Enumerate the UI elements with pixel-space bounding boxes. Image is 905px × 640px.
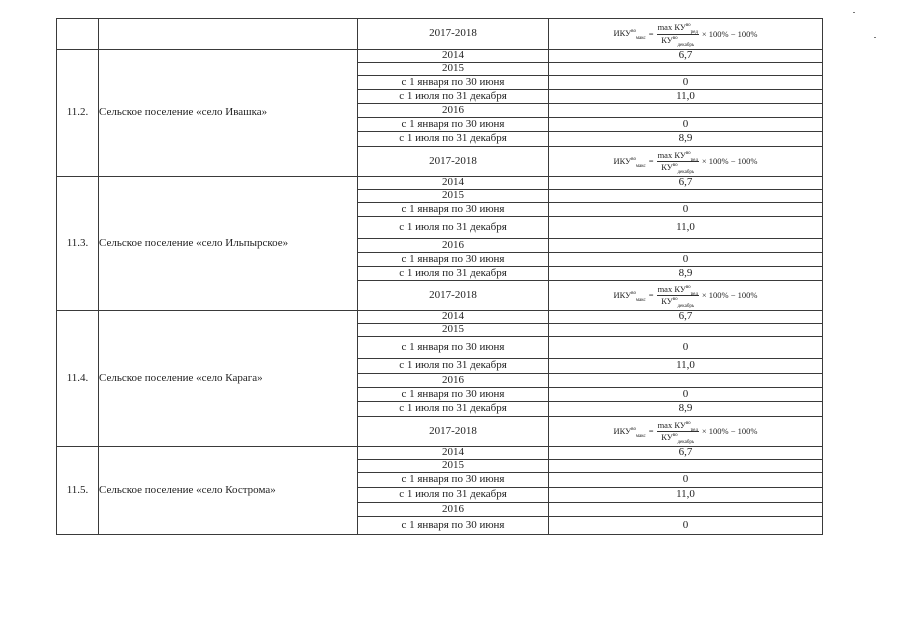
- formula-num-sub: ред: [690, 427, 698, 433]
- period-cell: с 1 января по 30 июня: [358, 203, 549, 217]
- formula-den-sup: во: [672, 433, 678, 438]
- name-cell: [99, 19, 358, 50]
- value-cell: 6,7: [549, 177, 823, 190]
- formula-denominator: [660, 296, 695, 309]
- value-cell: 0: [549, 253, 823, 267]
- formula-den-text: КУ: [661, 34, 673, 45]
- period-cell: 2015: [358, 63, 549, 76]
- period-cell: 2014: [358, 177, 549, 190]
- settlement-name: Сельское поселение «село Ивашка»: [99, 50, 358, 177]
- value-cell: [549, 503, 823, 517]
- formula-num-text: max КУ: [657, 22, 686, 33]
- formula-equals: =: [648, 28, 654, 39]
- formula-lhs: [613, 289, 646, 303]
- period-cell: 2017-2018: [358, 417, 549, 447]
- formula-num-text: max КУ: [657, 419, 686, 430]
- formula-den-sup: во: [672, 297, 678, 302]
- number-cell: [57, 19, 99, 50]
- settlement-name: Сельское поселение «село Ильпырское»: [99, 177, 358, 311]
- period-cell: с 1 января по 30 июня: [358, 76, 549, 90]
- period-cell: 2015: [358, 460, 549, 473]
- value-cell: 11,0: [549, 90, 823, 104]
- formula-num-text: max КУ: [657, 149, 686, 160]
- scan-speck: [853, 12, 855, 13]
- formula-numerator: [657, 23, 699, 34]
- value-cell: 0: [549, 118, 823, 132]
- period-cell: с 1 июля по 31 декабря: [358, 488, 549, 503]
- formula-num-sub: ред: [690, 157, 698, 163]
- formula-denominator: [660, 432, 695, 445]
- value-cell: 8,9: [549, 132, 823, 147]
- value-cell: [549, 460, 823, 473]
- formula-num-sub: ред: [690, 291, 698, 297]
- index-formula: [614, 421, 758, 443]
- formula-numerator: [657, 421, 699, 432]
- value-cell: [549, 104, 823, 118]
- section-number: 11.4.: [57, 311, 99, 447]
- formula-den-sup: во: [672, 163, 678, 168]
- period-cell: с 1 января по 30 июня: [358, 118, 549, 132]
- formula-tail: × 100% − 100%: [701, 156, 758, 167]
- settlement-name: Сельское поселение «село Карага»: [99, 311, 358, 447]
- formula-lhs-sub: макс: [635, 297, 646, 303]
- table-row: [57, 177, 823, 190]
- period-cell: 2016: [358, 104, 549, 118]
- value-cell: 11,0: [549, 217, 823, 239]
- formula-num-text: max КУ: [657, 283, 686, 294]
- period-cell: 2014: [358, 447, 549, 460]
- formula-num-sup: во: [685, 150, 691, 156]
- formula-den-text: КУ: [661, 296, 673, 306]
- formula-lhs-sub: макс: [635, 36, 646, 42]
- formula-lhs: [613, 28, 646, 42]
- value-cell: [549, 190, 823, 203]
- section-number: 11.2.: [57, 50, 99, 177]
- table-body: [57, 19, 823, 535]
- period-cell: 2015: [358, 190, 549, 203]
- formula-fraction: [657, 22, 699, 48]
- period-cell: с 1 января по 30 июня: [358, 388, 549, 402]
- value-cell: 8,9: [549, 267, 823, 281]
- formula-lhs-text: ИКУ: [613, 289, 632, 300]
- formula-num-sup: во: [685, 420, 691, 426]
- value-cell: 6,7: [549, 50, 823, 63]
- period-cell: 2014: [358, 50, 549, 63]
- value-cell: [549, 374, 823, 388]
- value-cell: 0: [549, 388, 823, 402]
- settlement-name: Сельское поселение «село Кострома»: [99, 447, 358, 535]
- formula-den-sup: во: [672, 35, 678, 41]
- formula-equals: =: [648, 426, 654, 437]
- formula-numerator: [657, 285, 699, 296]
- value-cell: 0: [549, 337, 823, 359]
- index-formula: [614, 285, 758, 307]
- period-cell: 2014: [358, 311, 549, 324]
- value-cell: 0: [549, 517, 823, 535]
- period-cell: с 1 января по 30 июня: [358, 473, 549, 488]
- formula-tail: × 100% − 100%: [701, 426, 758, 437]
- formula-tail: × 100% − 100%: [701, 290, 758, 301]
- value-cell: 0: [549, 203, 823, 217]
- formula-lhs-sub: макс: [635, 163, 646, 169]
- period-cell: 2017-2018: [358, 19, 549, 50]
- formula-lhs-sup: во: [631, 29, 636, 35]
- table-row: [57, 447, 823, 460]
- formula-den-sub: декабрь: [677, 42, 695, 48]
- formula-den-text: КУ: [661, 432, 673, 442]
- formula-lhs-text: ИКУ: [613, 425, 632, 436]
- value-cell: 8,9: [549, 402, 823, 417]
- period-cell: 2016: [358, 503, 549, 517]
- tariff-table: [56, 18, 823, 535]
- formula-equals: =: [648, 156, 654, 167]
- period-cell: с 1 июля по 31 декабря: [358, 402, 549, 417]
- value-cell: 6,7: [549, 311, 823, 324]
- formula-lhs-sup: во: [631, 290, 636, 296]
- section-number: 11.5.: [57, 447, 99, 535]
- formula-lhs-sub: макс: [635, 433, 646, 439]
- period-cell: с 1 января по 30 июня: [358, 337, 549, 359]
- table-row: [57, 50, 823, 63]
- value-cell: [549, 239, 823, 253]
- table-row: [57, 19, 823, 50]
- formula-num-sub: ред: [690, 30, 698, 36]
- period-cell: с 1 января по 30 июня: [358, 517, 549, 535]
- formula-cell: [549, 19, 823, 50]
- formula-den-sub: декабрь: [677, 170, 695, 175]
- formula-num-sup: во: [685, 284, 691, 290]
- period-cell: 2016: [358, 374, 549, 388]
- formula-tail: × 100% − 100%: [701, 28, 758, 39]
- period-cell: с 1 января по 30 июня: [358, 253, 549, 267]
- value-cell: [549, 63, 823, 76]
- formula-den-sub: декабрь: [677, 440, 695, 445]
- formula-fraction: [657, 151, 699, 173]
- formula-fraction: [657, 285, 699, 307]
- section-number: 11.3.: [57, 177, 99, 311]
- formula-denominator: [660, 162, 695, 175]
- formula-cell: [549, 147, 823, 177]
- formula-lhs-sup: во: [631, 156, 636, 162]
- formula-equals: =: [648, 290, 654, 301]
- period-cell: 2015: [358, 324, 549, 337]
- period-cell: с 1 июля по 31 декабря: [358, 267, 549, 281]
- formula-fraction: [657, 421, 699, 443]
- period-cell: 2016: [358, 239, 549, 253]
- formula-num-sup: во: [685, 23, 691, 29]
- period-cell: с 1 июля по 31 декабря: [358, 359, 549, 374]
- scan-speck: [874, 37, 876, 38]
- formula-lhs: [613, 425, 646, 439]
- formula-lhs-sup: во: [631, 426, 636, 432]
- formula-cell: [549, 281, 823, 311]
- value-cell: 11,0: [549, 488, 823, 503]
- value-cell: [549, 324, 823, 337]
- formula-denominator: [660, 34, 695, 48]
- formula-lhs: [613, 155, 646, 169]
- period-cell: 2017-2018: [358, 281, 549, 311]
- period-cell: с 1 июля по 31 декабря: [358, 90, 549, 104]
- formula-numerator: [657, 151, 699, 162]
- value-cell: 0: [549, 76, 823, 90]
- formula-cell: [549, 417, 823, 447]
- period-cell: с 1 июля по 31 декабря: [358, 132, 549, 147]
- index-formula: [613, 22, 758, 48]
- formula-den-sub: декабрь: [677, 304, 695, 309]
- period-cell: с 1 июля по 31 декабря: [358, 217, 549, 239]
- value-cell: 11,0: [549, 359, 823, 374]
- table-row: [57, 311, 823, 324]
- value-cell: 6,7: [549, 447, 823, 460]
- value-cell: 0: [549, 473, 823, 488]
- formula-lhs-text: ИКУ: [613, 155, 632, 166]
- formula-den-text: КУ: [661, 162, 673, 172]
- index-formula: [614, 151, 758, 173]
- period-cell: 2017-2018: [358, 147, 549, 177]
- formula-lhs-text: ИКУ: [613, 28, 632, 39]
